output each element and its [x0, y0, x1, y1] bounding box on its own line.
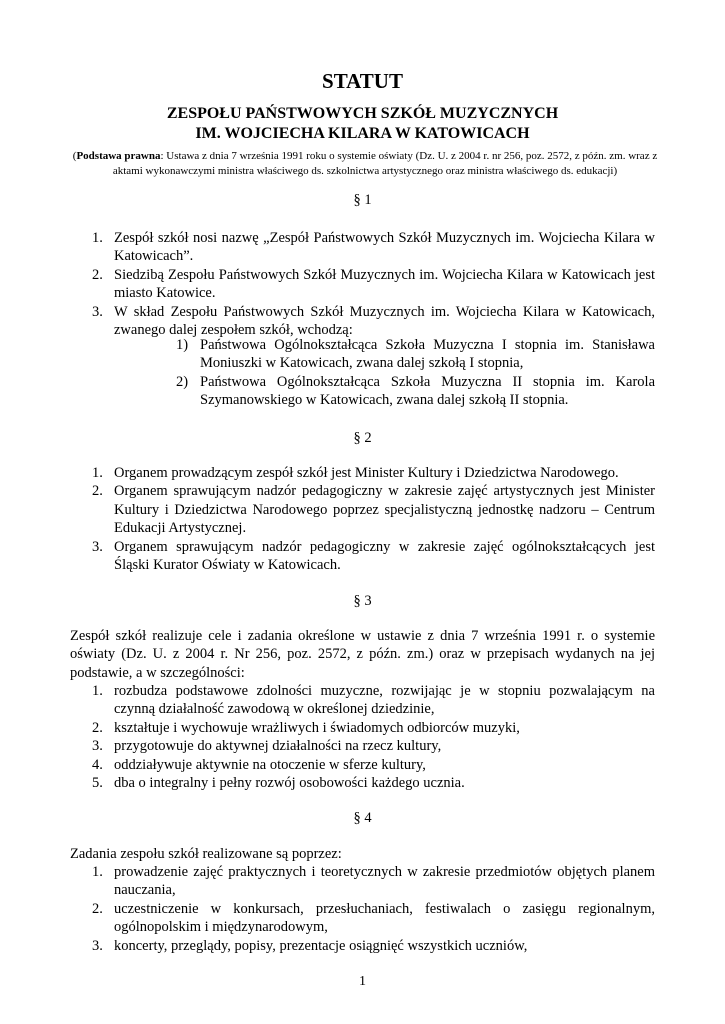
paragraph: Zespół szkół realizuje cele i zadania określone w ustawie z dnia 7 września 1991 r. o systemie oświaty (Dz. U. z 2004 r. Nr 256, poz. 2572, z późn. zm.) oraz w przepisach wydanych na jej podstawie, a w szczególności: [70, 628, 655, 681]
item-text: Organem prowadzącym zespół szkół jest Minister Kultury i Dziedzictwa Narodowego. [114, 465, 619, 481]
list-item [92, 863, 655, 900]
list-item [92, 937, 655, 955]
item-text: rozbudza podstawowe zdolności muzyczne, rozwijając je w stopniu pozwalającym na czynną działalność zawodową w określonej dziedzinie, [114, 683, 655, 718]
item-text: W skład Zespołu Państwowych Szkół Muzycznych im. Wojciecha Kilara w Katowicach, zwanego dalej zespołem szkół, wchodzą: [114, 303, 655, 339]
item-number: 3. [92, 738, 103, 755]
item-text: przygotowuje do aktywnej działalności na rzecz kultury, [114, 738, 442, 755]
section-1-sublist [176, 336, 655, 410]
list-item [92, 737, 655, 755]
document-subtitle-line2: IM. WOJCIECHA KILARA W KATOWICACH [195, 125, 530, 142]
page-number: 1 [359, 974, 366, 989]
item-number: 1. [92, 230, 103, 246]
item-text: uczestniczenie w konkursach, przesłuchaniach, festiwalach o zasięgu regionalnym, ogólnopolskim i międzynarodowym, [114, 900, 655, 936]
list-item [92, 682, 655, 719]
section-3-list [92, 682, 655, 792]
item-text: Organem sprawującym nadzór pedagogiczny w zakresie zajęć ogólnokształcących jest Śląski Kurator Oświaty w Katowicach. [114, 538, 655, 574]
item-number: 2. [92, 900, 103, 917]
paragraph: Zadania zespołu szkół realizowane są poprzez: [70, 846, 342, 862]
section-1-list [92, 229, 655, 339]
section-3-heading: § 3 [353, 593, 372, 609]
list-item [92, 303, 655, 340]
item-number: 1. [92, 465, 103, 481]
item-text: oddziaływuje aktywnie na otoczenie w sferze kultury, [114, 756, 426, 773]
document-subtitle-line1: ZESPOŁU PAŃSTWOWYCH SZKÓŁ MUZYCZNYCH [166, 105, 559, 122]
legal-basis-label: Podstawa prawna [76, 150, 161, 162]
section-4-list [92, 863, 655, 955]
item-text: Zespół szkół nosi nazwę „Zespół Państwowych Szkół Muzycznych im. Wojciecha Kilara w Katowicach”. [114, 230, 655, 265]
sub-item-text: Państwowa Ogólnokształcąca Szkoła Muzyczna II stopnia im. Karola Szymanowskiego w Katowicach, zwana dalej szkołą II stopnia. [200, 373, 655, 409]
list-item [92, 266, 655, 303]
section-2-list [92, 464, 655, 574]
legal-basis [60, 149, 670, 179]
section-4-intro [70, 845, 655, 863]
list-item [92, 719, 655, 737]
item-number: 3. [92, 538, 103, 555]
list-item [92, 774, 655, 792]
list-item [92, 464, 655, 482]
section-3-intro [70, 627, 655, 682]
sub-item-text: Państwowa Ogólnokształcąca Szkoła Muzyczna I stopnia im. Stanisława Moniuszki w Katowicach, zwana dalej szkołą I stopnia, [200, 337, 655, 372]
item-number: 2. [92, 266, 103, 283]
sub-item-number: 1) [176, 337, 189, 353]
item-number: 1. [92, 864, 103, 880]
list-item [92, 482, 655, 537]
item-text: Siedzibą Zespołu Państwowych Szkół Muzycznych im. Wojciecha Kilara w Katowicach jest miasto Katowice. [114, 266, 655, 302]
item-number: 3. [92, 303, 103, 320]
item-number: 2. [92, 719, 103, 736]
list-item [92, 229, 655, 266]
document-title: STATUT [322, 69, 403, 93]
section-2-heading: § 2 [353, 430, 372, 446]
item-number: 4. [92, 756, 103, 773]
legal-basis-text: : Ustawa z dnia 7 września 1991 roku o systemie oświaty (Dz. U. z 2004 r. nr 256, poz. 2572, z późn. zm. wraz z aktami wykonawczymi ministra właściwego ds. szkolnictwa artystycznego oraz ministra właściwego ds. edukacji) [112, 150, 658, 177]
item-text: dba o integralny i pełny rozwój osobowości każdego ucznia. [114, 775, 465, 792]
item-number: 2. [92, 483, 103, 500]
item-text: Organem sprawującym nadzór pedagogiczny w zakresie zajęć artystycznych jest Minister Kultury i Dziedzictwa Narodowego poprzez specjalistyczną jednostkę nadzoru – Centrum Edukacji Artystycznej. [114, 483, 655, 537]
list-item [92, 756, 655, 774]
item-text: prowadzenie zajęć praktycznych i teoretycznych w zakresie przedmiotów objętych planem nauczania, [114, 864, 655, 899]
section-1-heading: § 1 [353, 192, 372, 208]
item-number: 5. [92, 775, 103, 792]
list-item [92, 538, 655, 575]
sub-list-item [176, 336, 655, 373]
item-number: 1. [92, 683, 103, 699]
legal-basis-open: ( [72, 150, 77, 162]
sub-list-item [176, 373, 655, 410]
section-4-heading: § 4 [353, 810, 372, 826]
item-text: koncerty, przeglądy, popisy, prezentacje osiągnięć wszystkich uczniów, [114, 937, 528, 954]
list-item [92, 900, 655, 937]
sub-item-number: 2) [176, 373, 189, 390]
item-text: kształtuje i wychowuje wrażliwych i świadomych odbiorców muzyki, [114, 719, 520, 736]
item-number: 3. [92, 937, 103, 954]
